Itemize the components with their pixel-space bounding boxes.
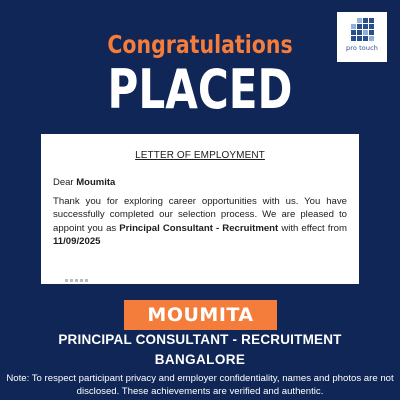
letter-body	[53, 195, 347, 249]
employment-letter	[41, 134, 359, 284]
greeting-prefix: Dear	[53, 177, 77, 188]
letter-title: LETTER OF EMPLOYMENT	[135, 150, 265, 161]
cropped-text-line	[65, 279, 89, 282]
letter-role: Principal Consultant - Recruitment	[119, 222, 279, 234]
letter-greeting	[53, 177, 347, 188]
candidate-name-badge: MOUMITA	[124, 300, 277, 330]
greeting-name: Moumita	[76, 177, 116, 188]
letter-body-text-1: Thank you for exploring career opportunities with us. You have successfully completed our selection process. We are pleased to appoint you as	[53, 196, 347, 234]
placed-heading: PLACED	[107, 58, 293, 121]
candidate-location: BANGALORE	[154, 352, 246, 367]
congratulations-heading: Congratulations	[107, 30, 293, 59]
logo-text: pro touch	[346, 44, 378, 52]
privacy-note: Note: To respect participant privacy and employer confidentiality, names and photos are not disclosed. These achievements are verified and authentic.	[6, 373, 394, 397]
letter-body-text-2: with effect from	[278, 222, 347, 234]
letter-date: 11/09/2025	[53, 236, 101, 248]
candidate-position: PRINCIPAL CONSULTANT - RECRUITMENT	[58, 332, 342, 347]
